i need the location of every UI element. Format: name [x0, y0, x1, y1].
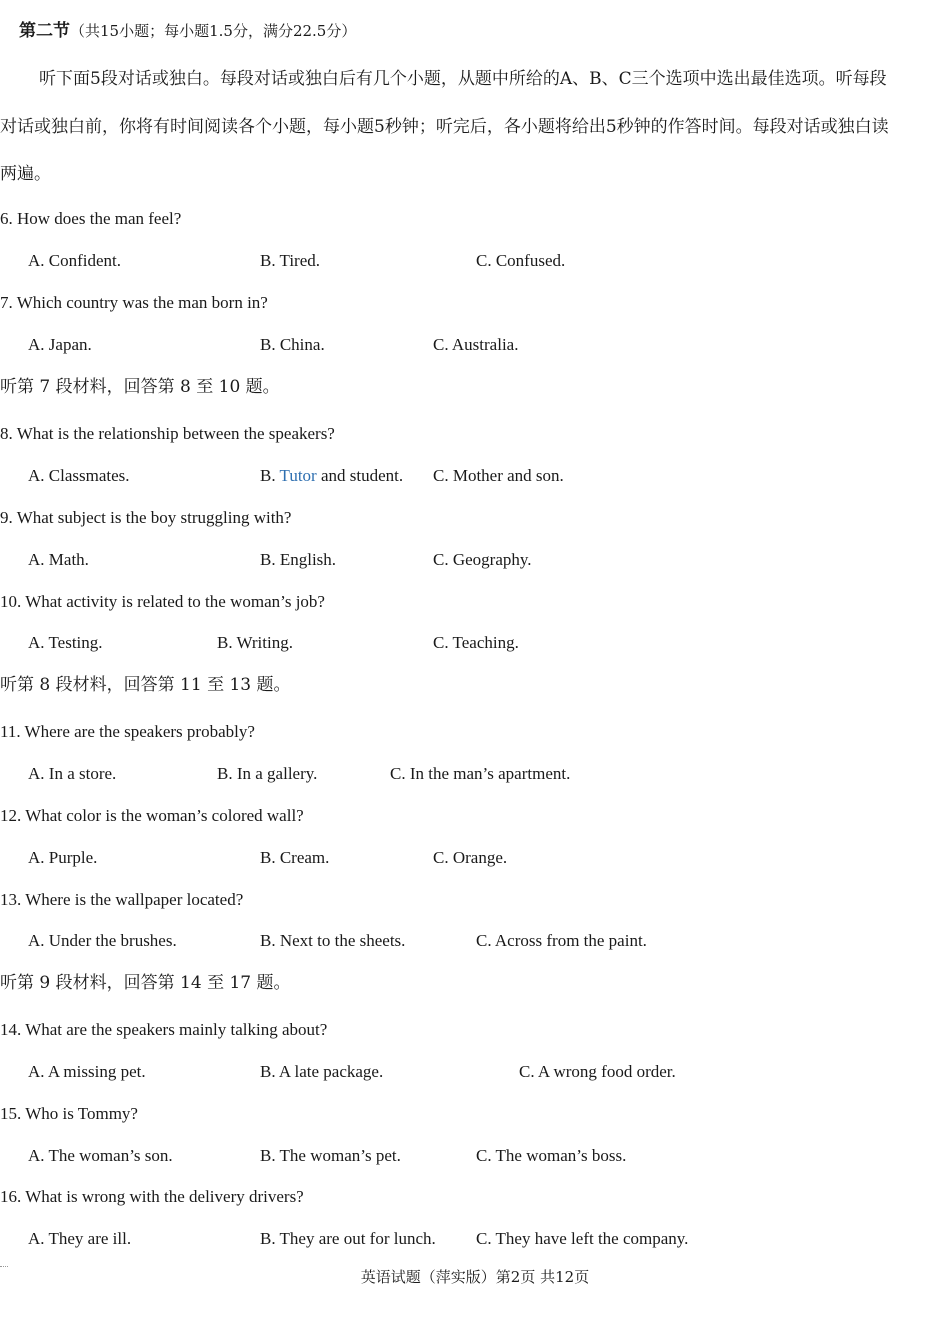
- q8-option-a: A. Classmates.: [28, 466, 130, 485]
- q11-option-a: A. In a store.: [28, 764, 117, 783]
- question-16: 16. What is wrong with the delivery drivers?: [0, 1187, 304, 1206]
- question-15: 15. Who is Tommy?: [0, 1104, 138, 1123]
- question-7: 7. Which country was the man born in?: [0, 293, 268, 312]
- q13-option-c: C. Across from the paint.: [476, 931, 647, 950]
- q6-option-a: A. Confident.: [28, 251, 122, 270]
- listening-header-8: 听第 8 段材料，回答第 11 至 13 题。: [0, 675, 291, 695]
- question-11: 11. Where are the speakers probably?: [0, 722, 255, 741]
- q9-option-a: A. Math.: [28, 550, 89, 569]
- q12-option-b: B. Cream.: [260, 848, 330, 867]
- footer-page-number: 2: [510, 1268, 521, 1286]
- q14-option-c: C. A wrong food order.: [519, 1062, 676, 1081]
- q15-option-c: C. The woman’s boss.: [476, 1146, 627, 1165]
- q14-option-b: B. A late package.: [260, 1062, 384, 1081]
- q6-option-c: C. Confused.: [476, 251, 566, 270]
- q8-option-c: C. Mother and son.: [433, 466, 564, 485]
- q8-option-b-suffix: and student.: [316, 466, 404, 485]
- q7-option-a: A. Japan.: [28, 335, 92, 354]
- question-9: 9. What subject is the boy struggling with?: [0, 508, 292, 527]
- listening-header-7: 听第 7 段材料，回答第 8 至 10 题。: [0, 377, 280, 397]
- q7-option-b: B. China.: [260, 335, 325, 354]
- intro-line-2: 对话或独白前，你将有时间阅读各个小题，每小题5秒钟；听完后，各小题将给出5秒钟的作答时间。每段对话或独白读: [0, 117, 889, 137]
- q7-option-c: C. Australia.: [433, 335, 519, 354]
- q6-option-b: B. Tired.: [260, 251, 320, 270]
- q11-option-c: C. In the man’s apartment.: [390, 764, 571, 783]
- footer-total-pages: 12: [555, 1268, 575, 1286]
- footer-prefix: 英语试题（萍实版）第: [360, 1268, 511, 1286]
- intro-line-3: 两遍。: [0, 164, 51, 184]
- q10-option-b: B. Writing.: [217, 633, 293, 652]
- question-8: 8. What is the relationship between the speakers?: [0, 424, 335, 443]
- intro-line-1: 听下面5段对话或独白。每段对话或独白后有几个小题，从题中所给的A、B、C三个选项中选出最佳选项。听每段: [39, 69, 887, 89]
- question-13: 13. Where is the wallpaper located?: [0, 890, 244, 909]
- section-note: （共15小题；每小题1.5分，满分22.5分）: [70, 22, 357, 40]
- q15-option-a: A. The woman’s son.: [28, 1146, 173, 1165]
- question-14: 14. What are the speakers mainly talking about?: [0, 1020, 328, 1039]
- q12-option-a: A. Purple.: [28, 848, 98, 867]
- question-12: 12. What color is the woman’s colored wall?: [0, 806, 304, 825]
- q13-option-b: B. Next to the sheets.: [260, 931, 406, 950]
- section-header: [19, 20, 356, 42]
- footer-mid: 页 共: [520, 1268, 556, 1286]
- question-6: 6. How does the man feel?: [0, 209, 182, 228]
- q9-option-b: B. English.: [260, 550, 337, 569]
- section-title: 第二节: [19, 21, 70, 41]
- q11-option-b: B. In a gallery.: [217, 764, 318, 783]
- q13-option-a: A. Under the brushes.: [28, 931, 177, 950]
- footer-suffix: 页: [574, 1268, 590, 1286]
- q15-option-b: B. The woman’s pet.: [260, 1146, 401, 1165]
- q16-option-a: A. They are ill.: [28, 1229, 132, 1248]
- q8-option-b: [260, 465, 403, 487]
- question-10: 10. What activity is related to the woman’s job?: [0, 592, 325, 611]
- q12-option-c: C. Orange.: [433, 848, 508, 867]
- q16-option-c: C. They have left the company.: [476, 1229, 689, 1248]
- q16-option-b: B. They are out for lunch.: [260, 1229, 436, 1248]
- q8-option-b-highlight: Tutor: [279, 466, 317, 485]
- listening-header-9: 听第 9 段材料，回答第 14 至 17 题。: [0, 973, 291, 993]
- q10-option-a: A. Testing.: [28, 633, 103, 652]
- page-footer: [0, 1266, 950, 1287]
- q14-option-a: A. A missing pet.: [28, 1062, 146, 1081]
- q8-option-b-prefix: B.: [260, 466, 280, 485]
- q9-option-c: C. Geography.: [433, 550, 532, 569]
- q10-option-c: C. Teaching.: [433, 633, 519, 652]
